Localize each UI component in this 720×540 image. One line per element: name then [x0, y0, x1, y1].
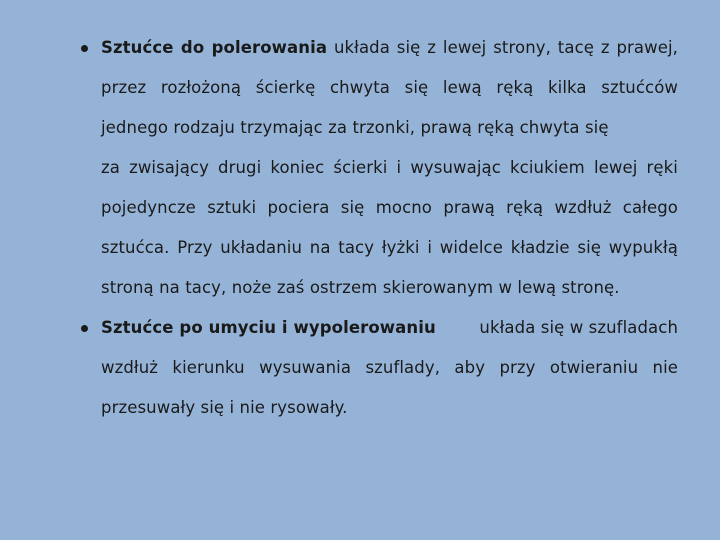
- bullet-line: jednego rodzaju trzymając za trzonki, prawą ręką chwyta się: [101, 118, 609, 137]
- bullet-line: przez rozłożoną ścierkę chwyta się lewą ręką kilka sztućców: [101, 78, 678, 97]
- bullet-list: [78, 28, 678, 428]
- bullet-dot-icon: [81, 325, 88, 332]
- bullet-line: pojedyncze sztuki pociera się mocno prawą ręką wzdłuż całego: [101, 198, 678, 217]
- bullet-line: [101, 28, 678, 68]
- bullet-text: układa się z lewej strony, tacę z prawej,: [327, 38, 679, 57]
- bullet-line: przesuwały się i nie rysowały.: [101, 398, 348, 417]
- bullet-text: układa się w szufladach: [479, 318, 678, 337]
- bullet-line: [101, 308, 678, 348]
- bullet-line: za zwisający drugi koniec ścierki i wysuwając kciukiem lewej ręki: [101, 158, 678, 177]
- bullet-item-polishing: [78, 28, 678, 308]
- bullet-item-after-washing: [78, 308, 678, 428]
- bullet-line: sztućca. Przy układaniu na tacy łyżki i widelce kładzie się wypukłą: [101, 238, 678, 257]
- bullet-lead: Sztućce do polerowania: [101, 38, 328, 57]
- bullet-dot-icon: [81, 45, 88, 52]
- bullet-line: stroną na tacy, noże zaś ostrzem skierowanym w lewą stronę.: [101, 278, 620, 297]
- bullet-lead: Sztućce po umyciu i wypolerowaniu: [101, 318, 436, 337]
- bullet-line: wzdłuż kierunku wysuwania szuflady, aby przy otwieraniu nie: [101, 358, 678, 377]
